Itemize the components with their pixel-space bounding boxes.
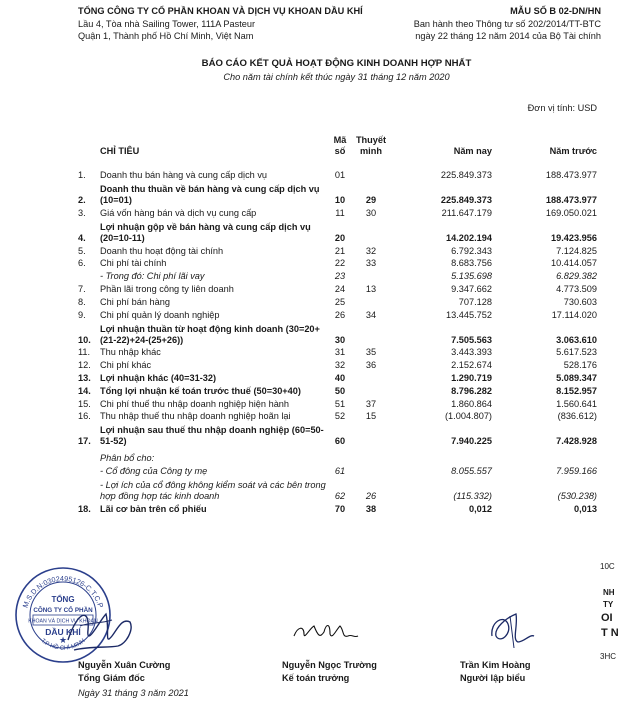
row-code: 60 xyxy=(334,436,346,447)
row-current-year: 7.940.225 xyxy=(451,436,492,447)
row-previous-year: 1.560.641 xyxy=(556,398,597,409)
accountant-signature xyxy=(290,614,360,644)
row-note: 35 xyxy=(365,347,377,358)
table-row xyxy=(78,384,597,397)
seal-line2: CÔNG TY CỔ PHẦN xyxy=(33,607,93,614)
row-current-year: 225.849.373 xyxy=(440,169,492,180)
row-item-name: Lãi cơ bản trên cổ phiếu xyxy=(100,503,207,514)
row-item-name: - Lợi ích của cổ đông không kiểm soát và các bên trong hợp đồng hợp tác kinh doanh xyxy=(100,480,326,501)
row-previous-year: 10.414.057 xyxy=(551,258,597,269)
row-current-year: 13.445.752 xyxy=(446,309,492,320)
table-row xyxy=(78,451,597,464)
seal-bottom-text: T.P HỒ CHÍ MINH xyxy=(39,638,87,652)
row-number: 6. xyxy=(78,258,86,269)
column-header-previous-year: Năm trước xyxy=(549,146,597,157)
row-note xyxy=(354,464,388,477)
row-item-name: Tổng lợi nhuận kế toán trước thuế (50=30+40) xyxy=(100,385,301,396)
row-item-name: - Cổ đông của Công ty mẹ xyxy=(100,465,208,476)
table-row xyxy=(78,244,597,257)
circular-line1: Ban hành theo Thông tư số 202/2014/TT-BTC xyxy=(413,18,601,29)
row-previous-year: 5.089.347 xyxy=(556,372,597,383)
row-previous-year: 5.617.523 xyxy=(556,347,597,358)
row-number: 18. xyxy=(78,503,91,514)
row-note xyxy=(354,168,388,181)
row-current-year: (1.004.807) xyxy=(445,411,492,422)
ceo-title: Tổng Giám đốc xyxy=(78,673,145,683)
form-number: MẪU SỐ B 02-DN/HN xyxy=(510,6,601,16)
row-previous-year: 4.773.509 xyxy=(556,283,597,294)
row-code: 22 xyxy=(334,258,346,269)
code-header-line2: số xyxy=(334,146,346,157)
row-item-name: Doanh thu thuần về bán hàng và cung cấp dịch vụ (10=01) xyxy=(100,184,320,205)
row-code: 24 xyxy=(334,283,346,294)
code-header-line1: Mã xyxy=(333,135,347,146)
row-note: 34 xyxy=(365,309,377,320)
row-item-name: Thu nhập thuế thu nhập doanh nghiệp hoãn lại xyxy=(100,411,291,422)
row-number: 17. xyxy=(78,436,91,447)
row-note xyxy=(354,422,388,447)
row-note xyxy=(354,295,388,308)
row-note xyxy=(354,384,388,397)
row-code: 20 xyxy=(334,232,346,243)
row-number: 9. xyxy=(78,309,86,320)
fragment-line2: NH xyxy=(603,588,615,597)
row-number xyxy=(78,464,100,477)
fragment-line3: TY xyxy=(603,600,614,609)
row-number: 3. xyxy=(78,207,86,218)
table-row xyxy=(78,168,597,181)
table-row xyxy=(78,345,597,358)
table-row xyxy=(78,256,597,269)
row-note: 32 xyxy=(365,245,377,256)
row-number: 13. xyxy=(78,372,91,383)
seal-line4: DẦU KHÍ xyxy=(45,627,81,637)
row-previous-year: 528.176 xyxy=(563,360,597,371)
row-number: 4. xyxy=(78,232,86,243)
table-row xyxy=(78,308,597,321)
row-note xyxy=(354,320,388,345)
row-item-name: Giá vốn hàng bán và dịch vụ cung cấp xyxy=(100,207,257,218)
row-current-year: (115.332) xyxy=(453,490,492,501)
row-number: 7. xyxy=(78,283,86,294)
note-header-line1: Thuyết xyxy=(355,135,387,146)
row-item-name: Doanh thu hoạt động tài chính xyxy=(100,245,224,256)
row-previous-year: 8.152.957 xyxy=(556,385,597,396)
income-statement-table xyxy=(78,128,597,515)
row-previous-year xyxy=(492,451,597,464)
accountant-title: Kế toán trưởng xyxy=(282,673,350,683)
row-item-name: Chi phí bán hàng xyxy=(100,296,170,307)
note-header-line2: minh xyxy=(360,146,382,157)
row-note: 36 xyxy=(365,360,377,371)
row-current-year: 0,012 xyxy=(469,503,492,514)
row-code xyxy=(326,451,354,464)
company-name: TỔNG CÔNG TY CỔ PHẦN KHOAN VÀ DỊCH VỤ KHOAN DẦU KHÍ xyxy=(78,6,363,16)
row-note: 33 xyxy=(365,258,377,269)
table-row xyxy=(78,371,597,384)
row-number xyxy=(78,477,100,502)
row-note: 13 xyxy=(365,283,377,294)
table-header-row xyxy=(78,128,597,159)
row-previous-year: 17.114.020 xyxy=(551,309,597,320)
row-code: 31 xyxy=(334,347,346,358)
preparer-name: Trần Kim Hoàng xyxy=(460,660,531,670)
table-row xyxy=(78,358,597,371)
fragment-line1: 10C xyxy=(600,562,615,571)
row-number: 15. xyxy=(78,398,91,409)
row-code: 50 xyxy=(334,385,346,396)
row-current-year: 3.443.393 xyxy=(451,347,492,358)
row-previous-year: 730.603 xyxy=(563,296,597,307)
row-previous-year: 3.063.610 xyxy=(556,334,597,345)
row-previous-year: (836.612) xyxy=(557,411,597,422)
row-note xyxy=(354,219,388,244)
row-previous-year: 188.473.977 xyxy=(545,169,597,180)
row-note xyxy=(354,371,388,384)
row-note: 29 xyxy=(365,194,377,205)
row-number xyxy=(78,269,100,282)
currency-unit: Đơn vị tính: USD xyxy=(527,103,597,113)
row-note: 30 xyxy=(365,207,377,218)
row-current-year: 8.683.756 xyxy=(451,258,492,269)
preparer-signature xyxy=(482,606,542,652)
report-title: BÁO CÁO KẾT QUẢ HOẠT ĐỘNG KINH DOANH HỢP NHẤT xyxy=(201,58,472,69)
seal-line1: TỔNG xyxy=(51,595,75,604)
row-previous-year: (530.238) xyxy=(557,490,597,501)
row-previous-year: 188.473.977 xyxy=(545,194,597,205)
row-code: 26 xyxy=(334,309,346,320)
row-number xyxy=(78,451,100,464)
row-code: 51 xyxy=(334,398,346,409)
row-current-year: 8.796.282 xyxy=(451,385,492,396)
row-code: 61 xyxy=(334,465,346,476)
row-code: 21 xyxy=(334,245,346,256)
row-item-name: Lợi nhuận gộp về bán hàng và cung cấp dịch vụ (20=10-11) xyxy=(100,221,311,243)
row-number: 8. xyxy=(78,296,86,307)
row-code: 62 xyxy=(334,490,346,501)
table-row xyxy=(78,282,597,295)
row-item-name: Lợi nhuận thuần từ hoạt động kinh doanh (30=20+(21-22)+24-(25+26)) xyxy=(100,323,320,345)
seal-line3: KHOAN VÀ DỊCH VỤ KHOAN xyxy=(28,618,98,625)
row-note: 26 xyxy=(365,490,377,501)
row-number: 12. xyxy=(78,360,91,371)
row-previous-year: 6.829.382 xyxy=(556,271,597,282)
row-code: 01 xyxy=(334,169,346,180)
row-previous-year: 7.959.166 xyxy=(556,465,597,476)
row-current-year: 8.055.557 xyxy=(451,465,492,476)
ceo-name: Nguyễn Xuân Cường xyxy=(78,660,171,670)
row-current-year: 9.347.662 xyxy=(451,283,492,294)
column-header-note xyxy=(354,128,388,159)
row-previous-year: 7.428.928 xyxy=(556,436,597,447)
table-row xyxy=(78,295,597,308)
fragment-line5: T N xyxy=(601,627,619,639)
row-number: 14. xyxy=(78,385,91,396)
table-row xyxy=(78,477,597,502)
table-row xyxy=(78,397,597,410)
row-code: 10 xyxy=(334,194,346,205)
ceo-signature xyxy=(60,600,140,656)
row-code: 52 xyxy=(334,411,346,422)
row-note xyxy=(354,269,388,282)
table-row xyxy=(78,181,597,206)
row-item-name: Lợi nhuận khác (40=31-32) xyxy=(100,372,217,383)
row-item-name: Chi phí quản lý doanh nghiệp xyxy=(100,309,220,320)
table-row xyxy=(78,464,597,477)
row-item-name: Thu nhập khác xyxy=(100,347,161,358)
table-row xyxy=(78,206,597,219)
seal-outer-text: M.S.D.N:0302495126-C.T.C.P xyxy=(20,573,106,609)
row-current-year: 1.860.864 xyxy=(451,398,492,409)
table-row xyxy=(78,502,597,515)
table-row xyxy=(78,422,597,447)
table-row xyxy=(78,219,597,244)
row-current-year: 5.135.698 xyxy=(451,271,492,282)
row-code: 70 xyxy=(334,503,346,514)
row-note: 15 xyxy=(365,411,377,422)
accountant-name: Nguyễn Ngọc Trường xyxy=(282,660,377,670)
row-number: 5. xyxy=(78,245,86,256)
row-item-name: Chi phí khác xyxy=(100,360,152,371)
row-item-name: Chi phí tài chính xyxy=(100,258,167,269)
row-previous-year: 169.050.021 xyxy=(545,207,597,218)
company-address-line1: Lầu 4, Tòa nhà Sailing Tower, 111A Pasteur xyxy=(78,18,256,29)
signing-date: Ngày 31 tháng 3 năm 2021 xyxy=(78,688,189,698)
table-row xyxy=(78,269,597,282)
row-code: 25 xyxy=(334,296,346,307)
circular-line2: ngày 22 tháng 12 năm 2014 của Bộ Tài chính xyxy=(415,31,601,41)
row-item-name: Phần lãi trong công ty liên doanh xyxy=(100,283,234,294)
row-current-year: 2.152.674 xyxy=(451,360,492,371)
preparer-title: Người lập biểu xyxy=(460,673,526,683)
company-header xyxy=(78,6,378,44)
row-previous-year: 7.124.825 xyxy=(556,245,597,256)
row-item-name: - Trong đó: Chi phí lãi vay xyxy=(100,271,205,282)
row-number: 10. xyxy=(78,334,91,345)
row-previous-year: 0,013 xyxy=(574,503,597,514)
row-code: 11 xyxy=(335,207,345,218)
row-item-name: Doanh thu bán hàng và cung cấp dịch vụ xyxy=(100,169,268,180)
fragment-line6: 3HC xyxy=(600,652,617,661)
column-header-current-year: Năm nay xyxy=(453,146,492,157)
table-row xyxy=(78,320,597,345)
column-header-item: CHỈ TIÊU xyxy=(100,146,140,157)
column-header-code xyxy=(326,128,354,159)
row-code: 23 xyxy=(334,271,346,282)
row-number: 11. xyxy=(78,347,91,358)
row-number: 2. xyxy=(78,194,86,205)
row-current-year: 225.849.373 xyxy=(440,194,492,205)
row-item-name: Lợi nhuận sau thuế thu nhập doanh nghiệp (60=50-51-52) xyxy=(100,425,324,447)
form-header xyxy=(341,6,601,44)
svg-text:★: ★ xyxy=(58,635,68,645)
row-current-year: 707.128 xyxy=(458,296,492,307)
row-code: 40 xyxy=(334,372,346,383)
row-previous-year: 19.423.956 xyxy=(551,232,597,243)
row-number: 16. xyxy=(78,411,91,422)
row-current-year: 1.290.719 xyxy=(451,372,492,383)
row-number: 1. xyxy=(78,169,86,180)
row-item-name: Chi phí thuế thu nhập doanh nghiệp hiện hành xyxy=(100,398,290,409)
row-note: 38 xyxy=(365,503,377,514)
adjacent-page-fragment xyxy=(598,552,623,667)
row-current-year: 211.647.179 xyxy=(441,207,492,218)
row-note: 37 xyxy=(365,398,377,409)
row-code: 30 xyxy=(334,334,346,345)
row-code: 32 xyxy=(334,360,346,371)
row-note xyxy=(354,451,388,464)
table-row xyxy=(78,409,597,422)
row-item-name: Phân bổ cho: xyxy=(100,453,155,464)
row-current-year xyxy=(388,451,492,464)
row-current-year: 7.505.563 xyxy=(451,334,492,345)
row-current-year: 14.202.194 xyxy=(446,232,492,243)
company-address-line2: Quận 1, Thành phố Hồ Chí Minh, Việt Nam xyxy=(78,31,254,41)
row-current-year: 6.792.343 xyxy=(451,245,492,256)
fragment-line4: OI xyxy=(601,612,613,624)
report-subtitle: Cho năm tài chính kết thúc ngày 31 tháng 12 năm 2020 xyxy=(223,72,450,82)
